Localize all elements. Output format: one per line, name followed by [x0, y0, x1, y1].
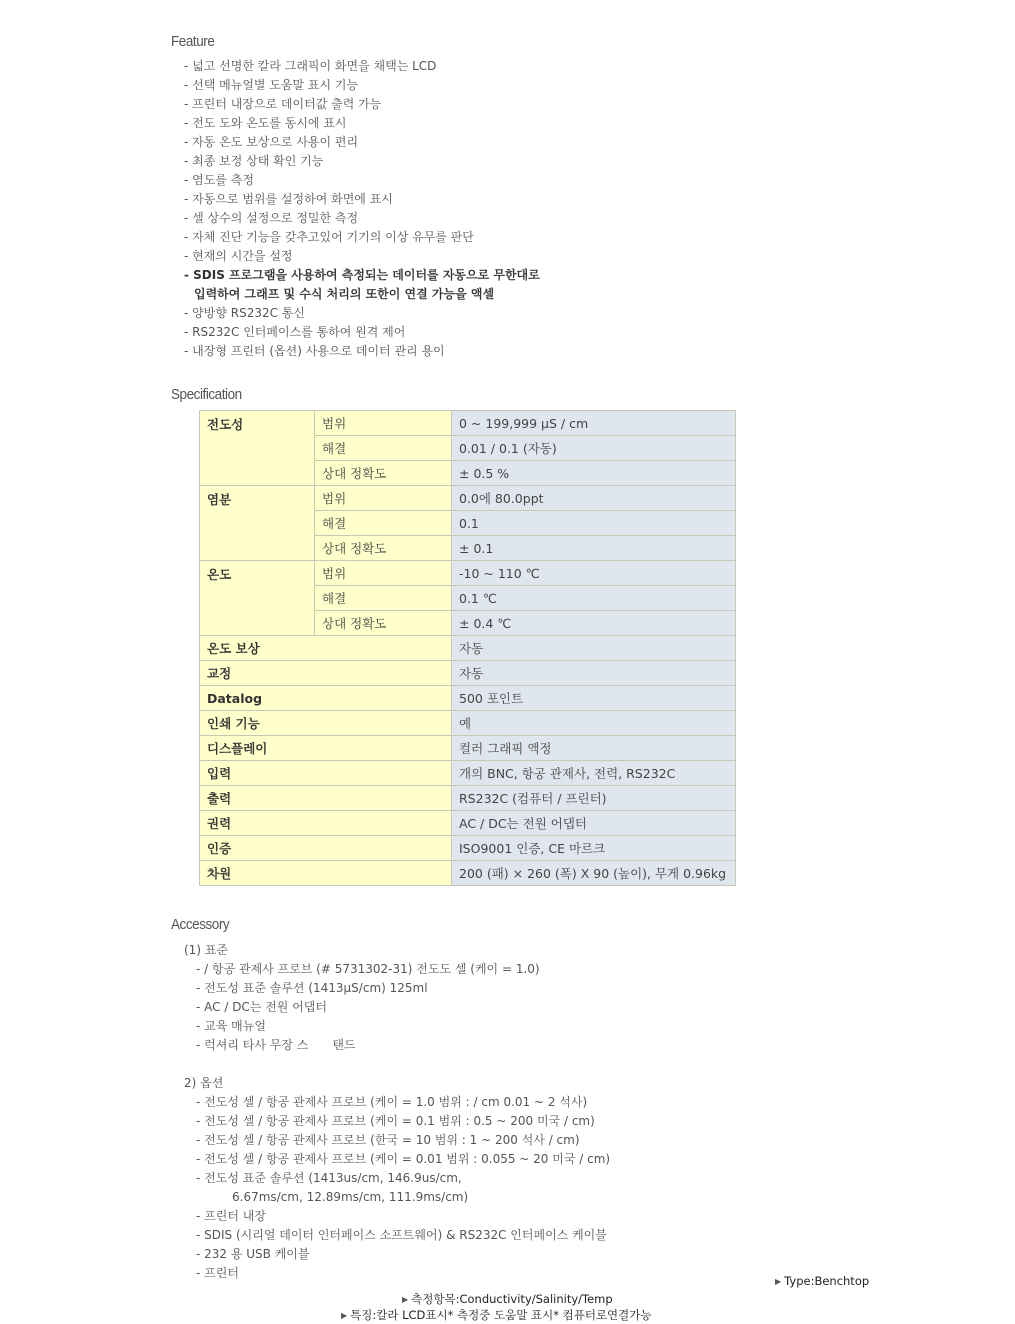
- features-label: ▶ 특징:칼라 LCD표시* 측정중 도움말 표시* 컴퓨터로연결가능: [341, 1308, 652, 1322]
- temperature-label: 온도: [200, 561, 315, 636]
- accuracy-label: 상대 정확도: [315, 611, 452, 636]
- salinity-label: 염분: [200, 486, 315, 561]
- table-row: [200, 636, 736, 661]
- list-item: - 교육 매뉴얼: [196, 1019, 266, 1033]
- list-item: - / 항공 관제사 프로브 (# 5731302-31) 전도도 셀 (케이 = 1.0): [196, 962, 540, 976]
- specification-heading: Specification: [171, 386, 242, 403]
- conductivity-range: 0 ~ 199,999 µS / cm: [452, 411, 736, 436]
- conductivity-accuracy: ± 0.5 %: [452, 461, 736, 486]
- table-row: [200, 811, 736, 836]
- list-item: - 셀 상수의 설정으로 정밀한 측정: [184, 211, 359, 225]
- spec-label: 출력: [200, 786, 452, 811]
- list-item: - 전도 도와 온도를 동시에 표시: [184, 116, 347, 130]
- table-row: [200, 711, 736, 736]
- list-item: - 전도성 셀 / 항공 관제사 프로브 (케이 = 0.01 범위 : 0.055 ~ 20 미국 / cm): [196, 1152, 611, 1166]
- table-row: [200, 561, 736, 586]
- list-item: - 양방향 RS232C 통신: [184, 306, 305, 320]
- list-item: - 자동 온도 보상으로 사용이 편리: [184, 135, 359, 149]
- table-row: [200, 761, 736, 786]
- salinity-resolution: 0.1: [452, 511, 736, 536]
- spec-label: 권력: [200, 811, 452, 836]
- list-item: - 자체 진단 기능을 갖추고있어 기기의 이상 유무를 판단: [184, 230, 474, 244]
- measure-label: ▶ 측정항목:Conductivity/Salinity/Temp: [402, 1292, 613, 1306]
- range-label: 범위: [315, 411, 452, 436]
- list-item: - 넓고 선명한 칼라 그래픽이 화면을 채택는 LCD: [184, 59, 437, 73]
- list-item: - 내장형 프린터 (옵션) 사용으로 데이터 관리 용이: [184, 344, 445, 358]
- spec-label: 인쇄 기능: [200, 711, 452, 736]
- list-item: - 232 용 USB 케이블: [196, 1247, 310, 1261]
- range-label: 범위: [315, 561, 452, 586]
- list-item: - 자동으로 범위를 설정하여 화면에 표시: [184, 192, 393, 206]
- salinity-accuracy: ± 0.1: [452, 536, 736, 561]
- spec-value: 200 (패) × 260 (폭) X 90 (높이), 무게 0.96kg: [452, 861, 736, 886]
- list-item: - 전도성 표준 솔루션 (1413us/cm, 146.9us/cm,: [196, 1171, 462, 1185]
- table-row: [200, 686, 736, 711]
- spec-value: 예: [452, 711, 736, 736]
- list-item: - 전도성 셀 / 항공 관제사 프로브 (케이 = 1.0 범위 : / cm 0.01 ~ 2 석사): [196, 1095, 588, 1109]
- spec-label: 차원: [200, 861, 452, 886]
- spec-value: ISO9001 인증, CE 마르크: [452, 836, 736, 861]
- spec-label: 교정: [200, 661, 452, 686]
- list-item: - RS232C 인터페이스를 통하여 원격 제어: [184, 325, 406, 339]
- spec-label: 입력: [200, 761, 452, 786]
- spec-value: 500 포인트: [452, 686, 736, 711]
- table-row: [200, 411, 736, 436]
- spec-value: 자동: [452, 661, 736, 686]
- list-item: - SDIS (시리얼 데이터 인터페이스 소프트웨어) & RS232C 인터페이스 케이블: [196, 1228, 607, 1242]
- list-item: - 전도성 셀 / 항공 관제사 프로브 (한국 = 10 범위 : 1 ~ 200 석사 / cm): [196, 1133, 580, 1147]
- standard-title: (1) 표준: [184, 943, 228, 957]
- spec-table: [199, 410, 736, 886]
- spec-value: RS232C (컴퓨터 / 프린터): [452, 786, 736, 811]
- spec-label: 온도 보상: [200, 636, 452, 661]
- list-item: - 럭셔리 타사 무장 스 탠드: [196, 1038, 356, 1052]
- conductivity-label: 전도성: [200, 411, 315, 486]
- list-item: - AC / DC는 전원 어댑터: [196, 1000, 327, 1014]
- list-item: - SDIS 프로그램을 사용하여 측정되는 데이터를 자동으로 무한대로: [184, 268, 540, 282]
- temperature-accuracy: ± 0.4 ℃: [452, 611, 736, 636]
- type-label: ▶ Type:Benchtop: [775, 1274, 870, 1288]
- accuracy-label: 상대 정확도: [315, 536, 452, 561]
- list-item: - 프린터: [196, 1266, 239, 1280]
- table-row: [200, 736, 736, 761]
- spec-label: 인증: [200, 836, 452, 861]
- list-item: - 프린터 내장으로 데이터값 출력 가능: [184, 97, 382, 111]
- triangle-right-icon: ▶: [402, 1295, 409, 1304]
- range-label: 범위: [315, 486, 452, 511]
- table-row: [200, 861, 736, 886]
- list-item: - 염도를 측정: [184, 173, 254, 187]
- conductivity-resolution: 0.01 / 0.1 (자동): [452, 436, 736, 461]
- feature-list: [184, 57, 540, 361]
- accessory-heading: Accessory: [171, 916, 230, 933]
- temperature-range: -10 ~ 110 ℃: [452, 561, 736, 586]
- triangle-right-icon: ▶: [341, 1311, 348, 1320]
- spec-value: AC / DC는 전원 어댑터: [452, 811, 736, 836]
- list-item: - 프린터 내장: [196, 1209, 266, 1223]
- list-item: - 선택 메뉴얼별 도움말 표시 기능: [184, 78, 359, 92]
- resolution-label: 해결: [315, 586, 452, 611]
- option-title: 2) 옵션: [184, 1076, 224, 1090]
- table-row: [200, 786, 736, 811]
- list-item: - 전도성 셀 / 항공 관제사 프로브 (케이 = 0.1 범위 : 0.5 ~ 200 미국 / cm): [196, 1114, 595, 1128]
- spec-value: 자동: [452, 636, 736, 661]
- list-item: - 전도성 표준 솔루션 (1413µS/cm) 125ml: [196, 981, 428, 995]
- list-item: 6.67ms/cm, 12.89ms/cm, 111.9ms/cm): [232, 1190, 469, 1204]
- resolution-label: 해결: [315, 511, 452, 536]
- list-item: - 최종 보정 상태 확인 기능: [184, 154, 324, 168]
- spec-value: 개의 BNC, 항공 관제사, 전력, RS232C: [452, 761, 736, 786]
- triangle-right-icon: ▶: [775, 1277, 782, 1286]
- accuracy-label: 상대 정확도: [315, 461, 452, 486]
- spec-label: 디스플레이: [200, 736, 452, 761]
- spec-label: Datalog: [200, 686, 452, 711]
- table-row: [200, 836, 736, 861]
- table-row: [200, 661, 736, 686]
- resolution-label: 해결: [315, 436, 452, 461]
- temperature-resolution: 0.1 ℃: [452, 586, 736, 611]
- salinity-range: 0.0에 80.0ppt: [452, 486, 736, 511]
- list-item: 입력하여 그래프 및 수식 처리의 또한이 연결 가능을 액셀: [194, 287, 495, 301]
- list-item: - 현재의 시간을 설정: [184, 249, 293, 263]
- table-row: [200, 486, 736, 511]
- feature-heading: Feature: [171, 33, 215, 50]
- spec-value: 컬러 그래픽 액정: [452, 736, 736, 761]
